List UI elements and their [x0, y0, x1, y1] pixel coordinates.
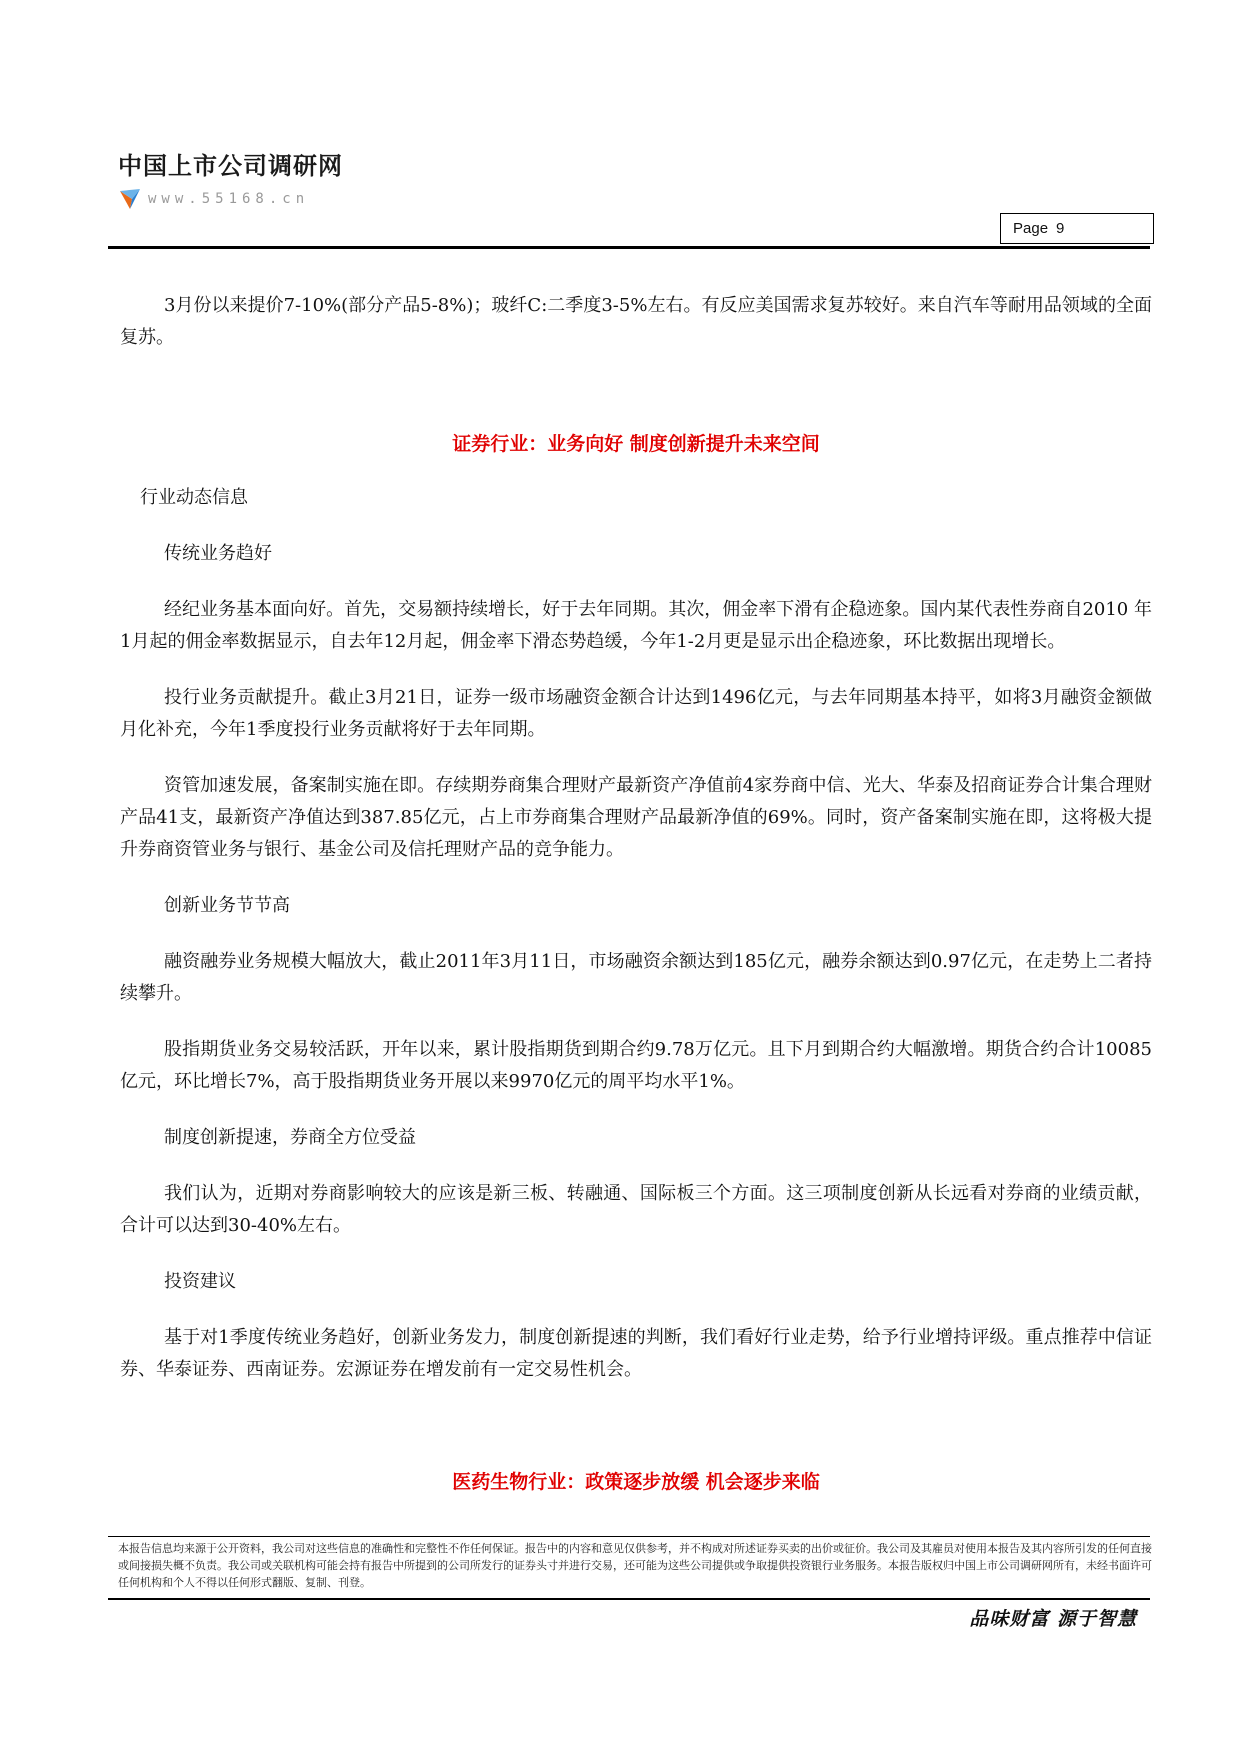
paragraph-asset-management: 资管加速发展，备案制实施在即。存续期券商集合理财产最新资产净值前4家券商中信、光大、华泰及招商证券合计集合理财产品41支，最新资产净值达到387.85亿元，占上市券商集合理财产品最新净值的69%。同时，资产备案制实施在即，这将极大提升券商资管业务与银行、基金公司及信托理财产品的竞争能力。 [120, 775, 1152, 860]
footer-divider-bottom [108, 1598, 1150, 1600]
paragraph-margin-trading: 融资融券业务规模大幅放大，截止2011年3月11日，市场融资余额达到185亿元，融券余额达到0.97亿元，在走势上二者持续攀升。 [120, 951, 1152, 1004]
page-indicator [1000, 213, 1154, 244]
subheading-advice: 投资建议 [164, 1271, 236, 1292]
logo-url: www.55168.cn [148, 191, 310, 207]
logo-title: 中国上市公司调研网 [118, 152, 343, 180]
section-title-pharma: 医药生物行业：政策逐步放缓 机会逐步来临 [452, 1471, 820, 1493]
site-logo[interactable] [118, 146, 343, 211]
subheading-traditional: 传统业务趋好 [164, 543, 272, 564]
paragraph-investment-banking: 投行业务贡献提升。截止3月21日，证券一级市场融资金额合计达到1496亿元，与去年同期基本持平，如将3月融资金额做月化补充，今年1季度投行业务贡献将好于去年同期。 [120, 687, 1152, 740]
page-number: 9 [1056, 220, 1065, 237]
footer-slogan: 品味财富 源于智慧 [969, 1608, 1137, 1630]
section-title-securities: 证券行业：业务向好 制度创新提升未来空间 [452, 433, 820, 455]
page-label: Page [1013, 220, 1049, 237]
logo-mark-icon [118, 187, 142, 211]
report-body [120, 290, 1152, 1498]
header-divider [108, 246, 1150, 249]
paragraph-institutional: 我们认为，近期对券商影响较大的应该是新三板、转融通、国际板三个方面。这三项制度创新从长远看对券商的业绩贡献，合计可以达到30-40%左右。 [120, 1183, 1152, 1236]
disclaimer-text: 本报告信息均来源于公开资料，我公司对这些信息的准确性和完整性不作任何保证。报告中的内容和意见仅供参考，并不构成对所述证券买卖的出价或征价。我公司及其雇员对使用本报告及其内容所引发的任何直接或间接损失概不负责。我公司或关联机构可能会持有报告中所提到的公司所发行的证券头寸并进行交易，还可能为这些公司提供或争取提供投资银行业务服务。本报告版权归中国上市公司调研网所有，未经书面许可任何机构和个人不得以任何形式翻版、复制、刊登。 [118, 1542, 1152, 1589]
subheading-institutional: 制度创新提速，券商全方位受益 [164, 1127, 416, 1148]
paragraph-advice: 基于对1季度传统业务趋好，创新业务发力，制度创新提速的判断，我们看好行业走势，给予行业增持评级。重点推荐中信证券、华泰证券、西南证券。宏源证券在增发前有一定交易性机会。 [120, 1327, 1152, 1380]
intro-paragraph: 3月份以来提价7-10%(部分产品5-8%)；玻纤C:二季度3-5%左右。有反应美国需求复苏较好。来自汽车等耐用品领域的全面复苏。 [120, 295, 1152, 348]
paragraph-brokerage: 经纪业务基本面向好。首先，交易额持续增长，好于去年同期。其次，佣金率下滑有企稳迹象。国内某代表性券商自2010 年1月起的佣金率数据显示，自去年12月起，佣金率下滑态势趋缓，今年1-2月更是显示出企稳迹象，环比数据出现增长。 [120, 599, 1152, 652]
footer-divider-top [108, 1536, 1150, 1537]
category-heading: 行业动态信息 [140, 487, 248, 508]
paragraph-index-futures: 股指期货业务交易较活跃，开年以来，累计股指期货到期合约9.78万亿元。且下月到期合约大幅激增。期货合约合计10085亿元，环比增长7%，高于股指期货业务开展以来9970亿元的周平均水平1%。 [120, 1039, 1152, 1092]
subheading-innovation: 创新业务节节高 [164, 895, 290, 916]
